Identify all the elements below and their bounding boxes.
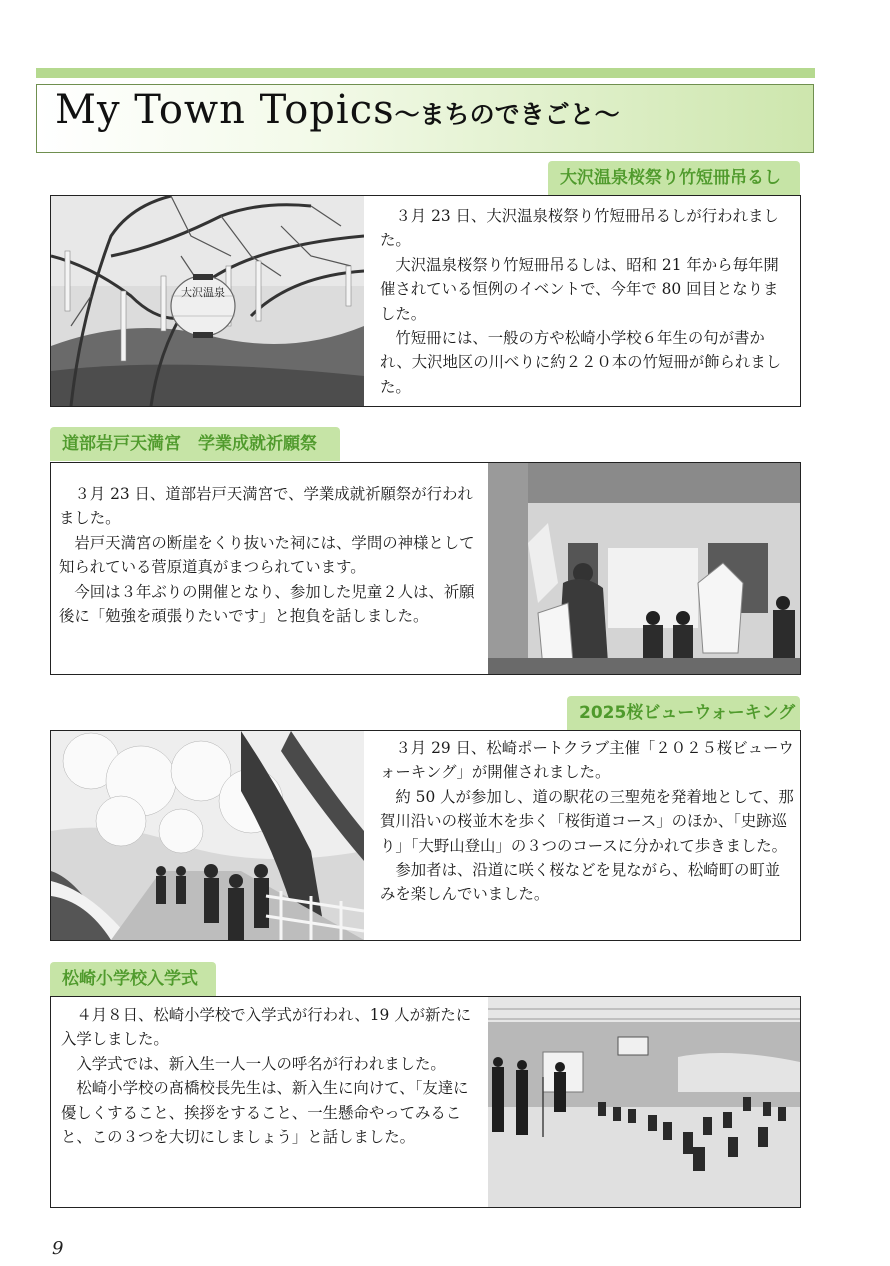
article-tag-walking: 2025桜ビューウォーキング bbox=[567, 696, 800, 730]
article-paragraph: 今回は３年ぶりの開催となり、参加した児童２人は、祈願後に「勉強を頑張りたいです」と抱負を話しました。 bbox=[59, 582, 475, 626]
article-paragraph: 竹短冊には、一般の方や松崎小学校６年生の句が書かれ、大沢地区の川べりに約２２０本の竹短冊が飾られました。 bbox=[380, 329, 782, 396]
article-tag-tenmangu: 道部岩戸天満宮 学業成就祈願祭 bbox=[50, 427, 340, 461]
article-tag-entrance: 松崎小学校入学式 bbox=[50, 962, 216, 996]
section-header bbox=[36, 84, 814, 153]
article-paragraph: 参加者は、沿道に咲く桜などを見ながら、松崎町の町並みを楽しんでいました。 bbox=[380, 861, 781, 904]
article-entrance bbox=[50, 996, 801, 1208]
article-tenmangu-body bbox=[59, 463, 479, 674]
lantern-text-1: 大沢温泉 bbox=[181, 286, 225, 299]
article-tenmangu bbox=[50, 462, 801, 675]
article-entrance-body bbox=[61, 997, 481, 1207]
article-paragraph: ３月 23 日、大沢温泉桜祭り竹短冊吊るしが行われました。 bbox=[380, 207, 779, 250]
article-paragraph: ３月 29 日、松崎ポートクラブ主催「２０２５桜ビューウォーキング」が開催されました。 bbox=[380, 739, 794, 782]
photo-onsen-lantern bbox=[51, 196, 364, 406]
article-paragraph: 大沢温泉桜祭り竹短冊吊るしは、昭和 21 年から毎年開催されている恒例のイベントで、今年で 80 回目となりました。 bbox=[380, 255, 779, 323]
article-tag-onsen: 大沢温泉桜祭り竹短冊吊るし bbox=[548, 161, 800, 195]
article-onsen bbox=[50, 195, 801, 407]
article-paragraph: 岩戸天満宮の断崖をくり抜いた祠には、学問の神様として知られている菅原道真がまつられています。 bbox=[59, 533, 475, 577]
article-paragraph: ３月 23 日、道部岩戸天満宮で、学業成就祈願祭が行われました。 bbox=[59, 485, 473, 528]
photo-entrance-ceremony bbox=[488, 997, 800, 1207]
page-title bbox=[55, 87, 620, 133]
article-onsen-body bbox=[380, 196, 790, 406]
title-subtitle: ～まちのできごと～ bbox=[394, 100, 620, 129]
article-paragraph: 約 50 人が参加し、道の駅花の三聖苑を発着地として、那賀川沿いの桜並木を歩く「桜街道コース」のほか、「史跡巡り」「大野山登山」の３つのコースに分かれて歩きました。 bbox=[380, 787, 794, 855]
title-main: My Town Topics bbox=[55, 87, 395, 133]
header-accent-bar bbox=[36, 68, 815, 78]
page-number: 9 bbox=[52, 1238, 64, 1259]
article-walking bbox=[50, 730, 801, 941]
photo-shrine-ceremony bbox=[488, 463, 800, 674]
article-walking-body bbox=[380, 731, 794, 940]
article-paragraph: ４月８日、松崎小学校で入学式が行われ、19 人が新たに入学しました。 bbox=[61, 1006, 472, 1049]
article-paragraph: 入学式では、新入生一人一人の呼名が行われました。 bbox=[76, 1054, 446, 1073]
photo-cherry-walk bbox=[51, 731, 364, 940]
article-paragraph: 松崎小学校の髙橋校長先生は、新入生に向けて、「友達に優しくすること、挨拶をすること、一生懸命やってみること、この３つを大切にしましょう」と話しました。 bbox=[61, 1079, 469, 1147]
